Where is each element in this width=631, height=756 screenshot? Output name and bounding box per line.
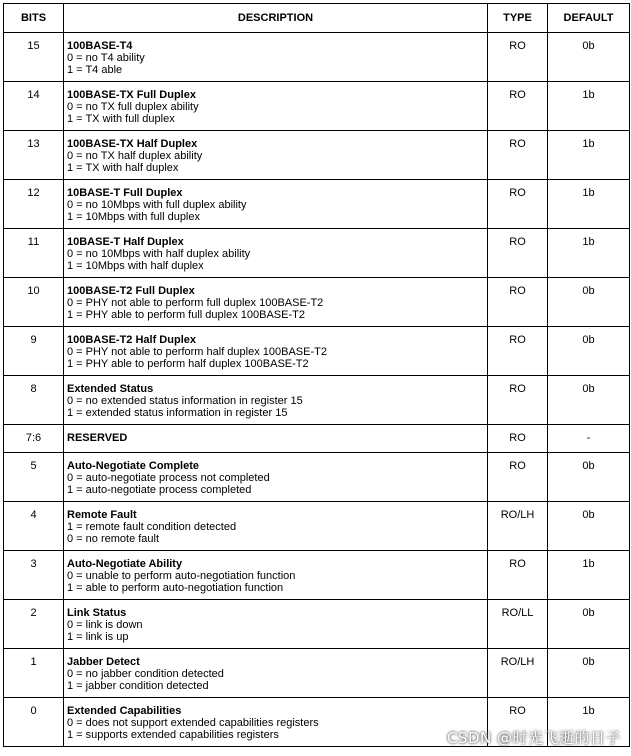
field-name: 100BASE-T4 — [67, 40, 133, 52]
bits-cell — [4, 82, 64, 131]
field-name: 100BASE-T2 Half Duplex — [67, 334, 196, 346]
table-row — [4, 425, 630, 453]
description-cell — [64, 551, 488, 600]
field-description-line: 1 = supports extended capabilities registers — [67, 729, 279, 741]
type-cell — [488, 82, 548, 131]
default-cell — [548, 551, 630, 600]
bits-value: 7:6 — [25, 432, 42, 444]
description-cell — [64, 180, 488, 229]
type-value: RO — [509, 705, 526, 717]
type-cell — [488, 453, 548, 502]
type-cell — [488, 131, 548, 180]
default-cell — [548, 376, 630, 425]
table-row — [4, 327, 630, 376]
register-table — [3, 3, 630, 747]
field-description-line: 0 = PHY not able to perform half duplex 100BASE-T2 — [67, 346, 327, 358]
default-cell — [548, 33, 630, 82]
field-description-line: 1 = T4 able — [67, 64, 123, 76]
field-description-line: 0 = no 10Mbps with full duplex ability — [67, 199, 247, 211]
table-row — [4, 551, 630, 600]
bits-cell — [4, 33, 64, 82]
type-value: RO — [509, 383, 526, 395]
bits-value: 13 — [27, 138, 40, 150]
type-cell — [488, 600, 548, 649]
bits-value: 11 — [27, 236, 40, 248]
type-cell — [488, 180, 548, 229]
description-cell — [64, 33, 488, 82]
bits-cell — [4, 425, 64, 453]
table-row — [4, 600, 630, 649]
default-cell — [548, 82, 630, 131]
default-cell — [548, 131, 630, 180]
description-cell — [64, 82, 488, 131]
table-row — [4, 278, 630, 327]
bits-value: 14 — [27, 89, 40, 101]
type-cell — [488, 376, 548, 425]
table-row — [4, 649, 630, 698]
type-value: RO/LH — [500, 656, 535, 668]
table-row — [4, 502, 630, 551]
field-name: 100BASE-TX Full Duplex — [67, 89, 196, 101]
type-value: RO — [509, 40, 526, 52]
field-description-line: 0 = no TX full duplex ability — [67, 101, 199, 113]
type-cell — [488, 229, 548, 278]
description-cell — [64, 502, 488, 551]
field-description-line: 0 = unable to perform auto-negotiation function — [67, 570, 296, 582]
bits-value: 5 — [30, 460, 37, 472]
default-value: 0b — [582, 40, 595, 52]
type-value: RO/LH — [500, 509, 535, 521]
field-description-line: 0 = PHY not able to perform full duplex 100BASE-T2 — [67, 297, 324, 309]
register-table-body — [4, 33, 630, 747]
type-cell — [488, 327, 548, 376]
field-description-line: 1 = extended status information in register 15 — [67, 407, 288, 419]
description-cell — [64, 649, 488, 698]
bits-cell — [4, 229, 64, 278]
field-name: Auto-Negotiate Ability — [67, 558, 183, 570]
default-value: 0b — [582, 656, 595, 668]
description-cell — [64, 131, 488, 180]
bits-cell — [4, 453, 64, 502]
field-name: 100BASE-T2 Full Duplex — [67, 285, 195, 297]
field-description-line: 1 = TX with full duplex — [67, 113, 175, 125]
default-cell — [548, 229, 630, 278]
default-value: 1b — [582, 187, 595, 199]
field-description-line: 0 = link is down — [67, 619, 143, 631]
field-name: Extended Capabilities — [67, 705, 182, 717]
default-cell — [548, 649, 630, 698]
table-row — [4, 376, 630, 425]
field-name: 100BASE-TX Half Duplex — [67, 138, 198, 150]
type-cell — [488, 649, 548, 698]
header-default: DEFAULT — [548, 4, 630, 33]
field-name: Remote Fault — [67, 509, 137, 521]
default-cell — [548, 600, 630, 649]
description-cell — [64, 425, 488, 453]
field-description-line: 1 = jabber condition detected — [67, 680, 209, 692]
field-description-line: 0 = does not support extended capabilities registers — [67, 717, 319, 729]
type-value: RO — [509, 89, 526, 101]
field-description-line: 1 = 10Mbps with full duplex — [67, 211, 200, 223]
table-row — [4, 229, 630, 278]
field-name: Jabber Detect — [67, 656, 140, 668]
default-value: 0b — [582, 460, 595, 472]
type-value: RO — [509, 558, 526, 570]
default-value: - — [586, 432, 591, 444]
table-row — [4, 131, 630, 180]
default-value: 0b — [582, 334, 595, 346]
field-description-line: 1 = 10Mbps with half duplex — [67, 260, 204, 272]
bits-cell — [4, 600, 64, 649]
table-row — [4, 33, 630, 82]
default-value: 1b — [582, 89, 595, 101]
bits-value: 4 — [30, 509, 37, 521]
field-description-line: 1 = PHY able to perform full duplex 100BASE-T2 — [67, 309, 305, 321]
bits-value: 0 — [30, 705, 37, 717]
field-description-line: 1 = auto-negotiate process completed — [67, 484, 252, 496]
bits-cell — [4, 131, 64, 180]
type-cell — [488, 551, 548, 600]
default-cell — [548, 425, 630, 453]
field-name: Extended Status — [67, 383, 154, 395]
bits-cell — [4, 698, 64, 747]
bits-cell — [4, 649, 64, 698]
bits-cell — [4, 327, 64, 376]
table-row — [4, 453, 630, 502]
default-value: 1b — [582, 138, 595, 150]
type-value: RO — [509, 187, 526, 199]
bits-value: 10 — [27, 285, 40, 297]
default-cell — [548, 278, 630, 327]
default-cell — [548, 180, 630, 229]
default-value: 1b — [582, 558, 595, 570]
field-name: 10BASE-T Half Duplex — [67, 236, 184, 248]
type-value: RO/LL — [501, 607, 534, 619]
field-name: Auto-Negotiate Complete — [67, 460, 199, 472]
field-description-line: 0 = auto-negotiate process not completed — [67, 472, 270, 484]
field-description-line: 0 = no TX half duplex ability — [67, 150, 203, 162]
watermark: CSDN @时光飞逝的日子 — [446, 729, 621, 747]
header-bits: BITS — [4, 4, 64, 33]
type-value: RO — [509, 432, 526, 444]
type-cell — [488, 425, 548, 453]
table-row — [4, 180, 630, 229]
field-description-line: 0 = no remote fault — [67, 533, 160, 545]
field-description-line: 0 = no T4 ability — [67, 52, 145, 64]
default-value: 0b — [582, 285, 595, 297]
bits-value: 2 — [30, 607, 37, 619]
default-cell — [548, 502, 630, 551]
type-value: RO — [509, 236, 526, 248]
description-cell — [64, 453, 488, 502]
header-row — [4, 4, 630, 33]
bits-cell — [4, 551, 64, 600]
field-description-line: 0 = no 10Mbps with half duplex ability — [67, 248, 251, 260]
default-cell — [548, 453, 630, 502]
bits-cell — [4, 376, 64, 425]
field-description-line: 1 = remote fault condition detected — [67, 521, 237, 533]
header-type: TYPE — [488, 4, 548, 33]
table-row — [4, 82, 630, 131]
field-description-line: 0 = no extended status information in register 15 — [67, 395, 303, 407]
default-value: 0b — [582, 509, 595, 521]
bits-cell — [4, 180, 64, 229]
bits-value: 15 — [27, 40, 40, 52]
type-value: RO — [509, 285, 526, 297]
header-description: DESCRIPTION — [64, 4, 488, 33]
bits-value: 9 — [30, 334, 37, 346]
default-value: 1b — [582, 236, 595, 248]
type-cell — [488, 502, 548, 551]
bits-value: 12 — [27, 187, 40, 199]
type-value: RO — [509, 138, 526, 150]
bits-value: 3 — [30, 558, 37, 570]
field-description-line: 1 = link is up — [67, 631, 129, 643]
type-cell — [488, 33, 548, 82]
field-name: 10BASE-T Full Duplex — [67, 187, 183, 199]
default-value: 0b — [582, 607, 595, 619]
description-cell — [64, 600, 488, 649]
description-cell — [64, 698, 488, 747]
field-description-line: 1 = TX with half duplex — [67, 162, 179, 174]
field-name: RESERVED — [67, 432, 128, 444]
bits-value: 8 — [30, 383, 37, 395]
field-description-line: 0 = no jabber condition detected — [67, 668, 224, 680]
default-value: 0b — [582, 383, 595, 395]
field-description-line: 1 = able to perform auto-negotiation function — [67, 582, 284, 594]
bits-cell — [4, 502, 64, 551]
default-cell — [548, 327, 630, 376]
field-name: Link Status — [67, 607, 127, 619]
type-value: RO — [509, 334, 526, 346]
type-value: RO — [509, 460, 526, 472]
description-cell — [64, 376, 488, 425]
field-description-line: 1 = PHY able to perform half duplex 100BASE-T2 — [67, 358, 309, 370]
bits-value: 1 — [30, 656, 37, 668]
description-cell — [64, 278, 488, 327]
bits-cell — [4, 278, 64, 327]
description-cell — [64, 327, 488, 376]
default-value: 1b — [582, 705, 595, 717]
type-cell — [488, 278, 548, 327]
description-cell — [64, 229, 488, 278]
